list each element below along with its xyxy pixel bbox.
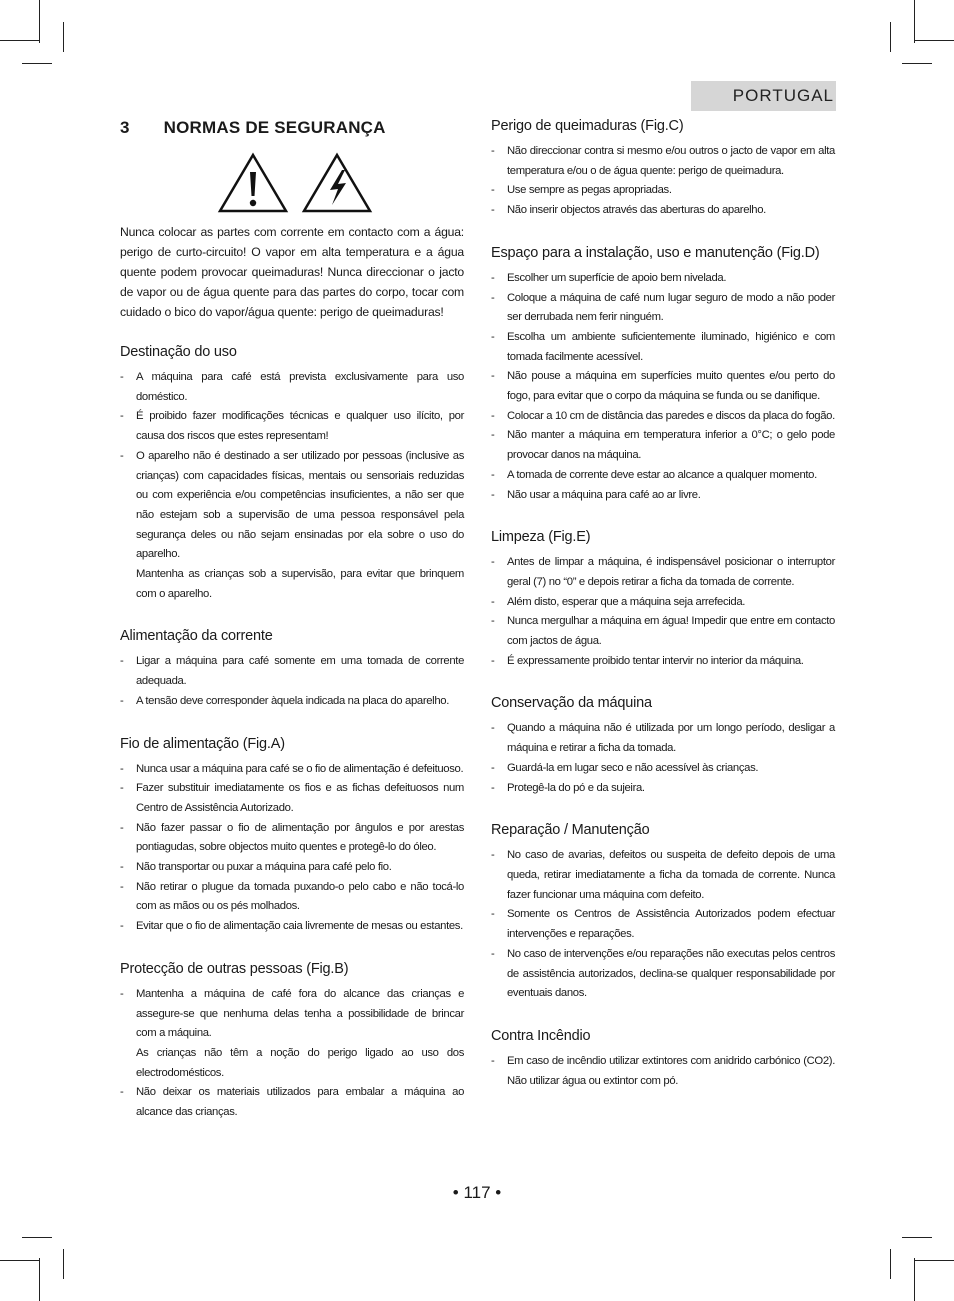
list-item: [120, 447, 464, 605]
list-item: - A tomada de corrente deve estar ao alcance a qualquer momento.: [491, 466, 835, 486]
crop-mark: [63, 22, 64, 52]
subsection-title: Alimentação da corrente: [120, 628, 273, 645]
list-item-text: Mantenha a máquina de café fora do alcance das crianças e assegure-se que nenhuma delas tenha a possibilidade de brincar com a máquina.: [136, 987, 464, 1040]
right-column: [491, 118, 835, 1091]
section-limpeza: [491, 529, 835, 671]
language-label: PORTUGAL: [732, 86, 834, 105]
list-item: - Não manter a máquina em temperatura inferior a 0°C; o gelo pode provocar danos na máquina.: [491, 426, 835, 465]
page-number: [0, 1183, 954, 1203]
section-title: NORMAS DE SEGURANÇA: [163, 118, 386, 137]
bullet-list: [491, 846, 835, 1004]
crop-mark: [0, 1260, 40, 1261]
list-item: - Não transportar ou puxar a máquina para café pelo fio.: [120, 858, 464, 878]
bullet-list: [491, 269, 835, 505]
crop-mark: [39, 0, 40, 43]
subsection-title: Limpeza (Fig.E): [491, 529, 591, 546]
list-item: - A máquina para café está prevista exclusivamente para uso doméstico.: [120, 368, 464, 407]
bullet-list: [120, 760, 464, 937]
subsection-title: Protecção de outras pessoas (Fig.B): [120, 960, 349, 977]
list-item: - Além disto, esperar que a máquina seja arrefecida.: [491, 593, 835, 613]
list-item-text: O aparelho não é destinado a ser utilizado por pessoas (inclusive as crianças) com capacidades físicas, mentais ou sensoriais reduzidas ou com experiência e/ou competências insuficientes, a não ser que não estejam sob a supervisão de uma pessoa responsável pela segurança deles ou não sejam ensinadas por ela sobre o uso do aparelho.: [136, 449, 464, 561]
bullet-list: [491, 142, 835, 221]
list-item: - É proibido fazer modificações técnicas e qualquer uso ilícito, por causa dos riscos que estes representam!: [120, 407, 464, 446]
crop-mark: [902, 1237, 932, 1238]
list-item: - Não pouse a máquina em superfícies muito quentes e/ou perto do fogo, para evitar que o corpo da máquina se funda ou se danifique.: [491, 367, 835, 406]
crop-mark: [22, 1237, 52, 1238]
bullet-list: [120, 985, 464, 1123]
section-conservacao: [491, 695, 835, 798]
list-item: - No caso de intervenções e/ou reparações não executas pelos centros de assistência autorizados, declina-se qualquer responsabilidade por eventuais danos.: [491, 945, 835, 1004]
bullet-list: [491, 1052, 835, 1091]
list-item: - Não fazer passar o fio de alimentação por ângulos e por arestas pontiagudas, sobre objectos muito quentes e protegê-lo do óleo.: [120, 819, 464, 858]
list-item: - Escolha um ambiente suficientemente iluminado, higiénico e com tomada facilmente acessível.: [491, 328, 835, 367]
list-item: - A tensão deve corresponder àquela indicada na placa do aparelho.: [120, 692, 464, 712]
crop-mark: [890, 22, 891, 52]
subsection-title: Reparação / Manutenção: [491, 822, 650, 839]
list-item: - Nunca mergulhar a máquina em água! Impedir que entre em contacto com jactos de água.: [491, 612, 835, 651]
list-item: - Fazer substituir imediatamente os fios e as fichas defeituosos num Centro de Assistência Autorizado.: [120, 779, 464, 818]
crop-mark: [39, 1258, 40, 1301]
crop-mark: [914, 1260, 954, 1261]
list-item: - Coloque a máquina de café num lugar seguro de modo a não poder ser derrubada nem ferir ninguém.: [491, 289, 835, 328]
list-item: - Colocar a 10 cm de distância das paredes e discos da placa do fogão.: [491, 407, 835, 427]
crop-mark: [63, 1249, 64, 1279]
list-item: - É expressamente proibido tentar intervir no interior da máquina.: [491, 652, 835, 672]
lead-warning-text: Nunca colocar as partes com corrente em contacto com a água: perigo de curto-circuito! O vapor em alta temperatura e a água quente podem provocar queimaduras! Nunca direccionar o jacto de vapor ou de água quente para das partes do corpo, tocar com cuidado o bico do vapor/água quente: perigo de queimaduras!: [120, 225, 464, 319]
section-destinacao: [120, 344, 464, 604]
bullet-list: [120, 652, 464, 711]
list-item: - Nunca usar a máquina para café se o fio de alimentação é defeituoso.: [120, 760, 464, 780]
list-item: - Em caso de incêndio utilizar extintores com anidrido carbónico (CO2). Não utilizar água ou extintor com pó.: [491, 1052, 835, 1091]
list-item: - Guardá-la em lugar seco e não acessível às crianças.: [491, 759, 835, 779]
list-item-note: As crianças não têm a noção do perigo ligado ao uso dos electrodomésticos.: [136, 1046, 464, 1079]
section-fio: [120, 736, 464, 937]
crop-mark: [914, 0, 915, 43]
list-item: - Protegê-la do pó e da sujeira.: [491, 779, 835, 799]
list-item: - Use sempre as pegas apropriadas.: [491, 181, 835, 201]
section-alimentacao: [120, 628, 464, 711]
section-incendio: [491, 1028, 835, 1091]
bullet-list: [491, 719, 835, 798]
list-item: - Não retirar o plugue da tomada puxando-o pelo cabo e não tocá-lo com as mãos ou os pés molhados.: [120, 878, 464, 917]
list-item: - Não inserir objectos através das aberturas do aparelho.: [491, 201, 835, 221]
subsection-title: Perigo de queimaduras (Fig.C): [491, 118, 684, 134]
subsection-title: Fio de alimentação (Fig.A): [120, 735, 285, 752]
section-number: 3: [120, 118, 130, 137]
subsection-title: Contra Incêndio: [491, 1027, 591, 1044]
list-item: - Não usar a máquina para café ao ar livre.: [491, 486, 835, 506]
crop-mark: [890, 1249, 891, 1279]
bullet-list: [120, 368, 464, 604]
list-item-note: Mantenha as crianças sob a supervisão, para evitar que brinquem com o aparelho.: [136, 568, 464, 600]
subsection-title: Conservação da máquina: [491, 695, 652, 712]
list-item: - Evitar que o fio de alimentação caia livremente de mesas ou estantes.: [120, 917, 464, 937]
crop-mark: [902, 63, 932, 64]
list-item: - Quando a máquina não é utilizada por um longo período, desligar a máquina e retirar a ficha da tomada.: [491, 719, 835, 758]
language-tab: [691, 81, 836, 111]
page-number-text: • 117 •: [452, 1183, 502, 1202]
list-item: - Somente os Centros de Assistência Autorizados podem efectuar intervenções e reparações.: [491, 905, 835, 944]
list-item: - Escolher um superfície de apoio bem nivelada.: [491, 269, 835, 289]
section-proteccao: [120, 961, 464, 1123]
subsection-title: Espaço para a instalação, uso e manutenção (Fig.D): [491, 244, 820, 261]
section-queimaduras: [491, 118, 835, 221]
crop-mark: [0, 40, 40, 41]
list-item: - Não direccionar contra si mesmo e/ou outros o jacto de vapor em alta temperatura e/ou o de água quente: perigo de queimadura.: [491, 142, 835, 181]
electric-hazard-icon: [301, 152, 373, 214]
bullet-list: [491, 553, 835, 671]
warning-symbols: [120, 152, 464, 214]
subsection-title: Destinação do uso: [120, 344, 237, 360]
section-heading: [120, 118, 464, 138]
list-item: - Não deixar os materiais utilizados para embalar a máquina ao alcance das crianças.: [120, 1083, 464, 1122]
crop-mark: [914, 1258, 915, 1301]
crop-mark: [22, 63, 52, 64]
crop-mark: [914, 40, 954, 41]
list-item: - Ligar a máquina para café somente em uma tomada de corrente adequada.: [120, 652, 464, 691]
list-item: [120, 985, 464, 1084]
section-espaco: [491, 245, 835, 505]
section-reparacao: [491, 822, 835, 1004]
left-column: [120, 118, 464, 1123]
warning-exclamation-icon: [217, 152, 289, 214]
list-item: - Antes de limpar a máquina, é indispensável posicionar o interruptor geral (7) no “0” e depois retirar a ficha da tomada de corrente.: [491, 553, 835, 592]
list-item: - No caso de avarias, defeitos ou suspeita de defeito depois de uma queda, retirar imediatamente a ficha da tomada de corrente. Nunca fazer funcionar uma máquina com defeito.: [491, 846, 835, 905]
